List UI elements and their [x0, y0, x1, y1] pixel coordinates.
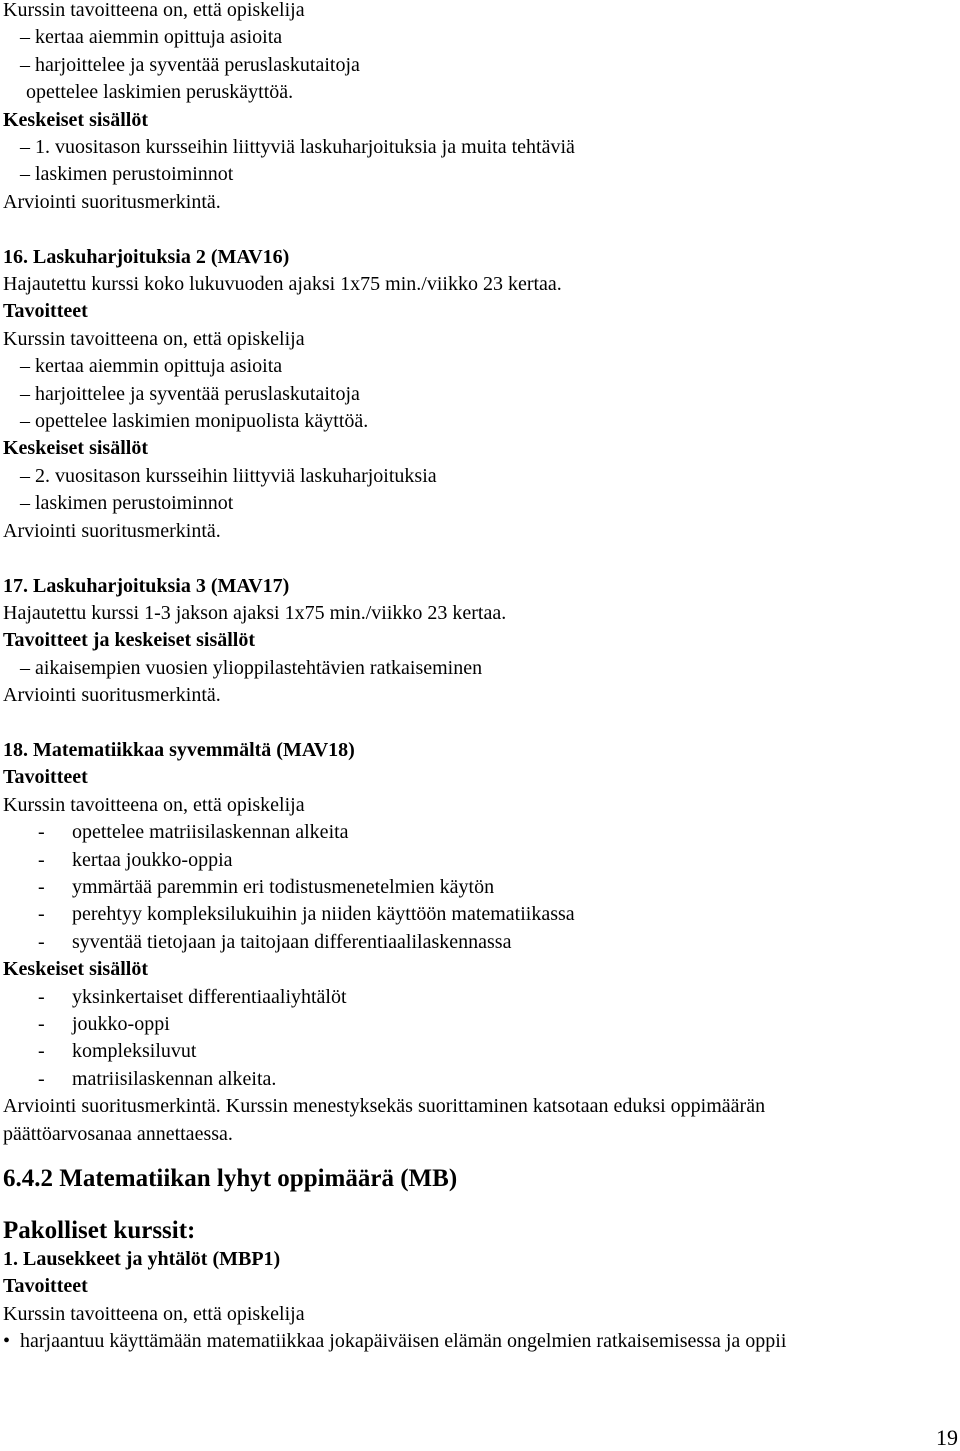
content-item — [3, 1066, 953, 1093]
content-text: matriisilaskennan alkeita. — [72, 1067, 277, 1090]
course-intro: Kurssin tavoitteena on, että opiskelija — [3, 793, 305, 816]
assessment-continued: päättöarvosanaa annettaessa. — [3, 1122, 233, 1145]
assessment: Arviointi suoritusmerkintä. — [3, 519, 221, 542]
content-item: – 2. vuositason kursseihin liittyviä laskuharjoituksia — [20, 464, 437, 487]
course-title: 1. Lausekkeet ja yhtälöt (MBP1) — [3, 1248, 281, 1271]
content-item — [3, 1038, 953, 1065]
section-subtitle: Pakolliset kurssit: — [3, 1217, 196, 1245]
course-intro: Kurssin tavoitteena on, että opiskelija — [3, 327, 305, 350]
contents-heading: Keskeiset sisällöt — [3, 958, 148, 981]
goal-text: harjaantuu käyttämään matematiikkaa jokapäiväisen elämän ongelmien ratkaisemisessa ja oppii — [20, 1330, 787, 1353]
course-schedule: Hajautettu kurssi koko lukuvuoden ajaksi 1x75 min./viikko 23 kertaa. — [3, 273, 562, 296]
bullet-marker: • — [3, 1330, 11, 1353]
dash-marker: - — [38, 903, 45, 926]
page-number: 19 — [936, 1425, 958, 1450]
goal-text: ymmärtää paremmin eri todistusmenetelmien käytön — [72, 875, 495, 898]
goals-contents-heading: Tavoitteet ja keskeiset sisällöt — [3, 629, 256, 652]
goal-text: perehtyy kompleksilukuihin ja niiden käyttöön matematiikassa — [72, 903, 575, 926]
goal-item — [3, 874, 953, 901]
goals-heading: Tavoitteet — [3, 1275, 88, 1298]
contents-heading: Keskeiset sisällöt — [3, 437, 148, 460]
course-title: 17. Laskuharjoituksia 3 (MAV17) — [3, 574, 290, 597]
goal-item — [3, 929, 953, 956]
dash-marker: - — [38, 875, 45, 898]
course-intro: Kurssin tavoitteena on, että opiskelija — [3, 1302, 305, 1325]
goal-item: – harjoittelee ja syventää peruslaskutaitoja — [20, 382, 360, 405]
content-item — [3, 1011, 953, 1038]
course-intro: Kurssin tavoitteena on, että opiskelija — [3, 0, 305, 21]
document-page — [3, 0, 953, 1356]
content-item: – aikaisempien vuosien ylioppilastehtävien ratkaiseminen — [20, 656, 483, 679]
content-item: – laskimen perustoiminnot — [20, 492, 234, 515]
content-item: – laskimen perustoiminnot — [20, 163, 234, 186]
content-item: – 1. vuositason kursseihin liittyviä laskuharjoituksia ja muita tehtäviä — [20, 136, 575, 159]
dash-marker: - — [38, 930, 45, 953]
dash-marker: - — [38, 848, 45, 871]
content-text: yksinkertaiset differentiaaliyhtälöt — [72, 985, 347, 1008]
goal-text: kertaa joukko-oppia — [72, 848, 233, 871]
dash-marker: - — [38, 1012, 45, 1035]
goal-item: – opettelee laskimien monipuolista käyttöä. — [20, 410, 369, 433]
course-title: 18. Matematiikkaa syvemmältä (MAV18) — [3, 738, 355, 761]
assessment: Arviointi suoritusmerkintä. — [3, 684, 221, 707]
course-title: 16. Laskuharjoituksia 2 (MAV16) — [3, 245, 290, 268]
goals-heading: Tavoitteet — [3, 300, 88, 323]
course-schedule: Hajautettu kurssi 1-3 jakson ajaksi 1x75 min./viikko 23 kertaa. — [3, 601, 507, 624]
dash-marker: - — [38, 821, 45, 844]
goal-item — [3, 1328, 953, 1355]
assessment: Arviointi suoritusmerkintä. — [3, 190, 221, 213]
dash-marker: - — [38, 1040, 45, 1063]
goal-item: – harjoittelee ja syventää peruslaskutaitoja — [20, 53, 360, 76]
content-text: joukko-oppi — [72, 1012, 170, 1035]
goal-text: opettelee matriisilaskennan alkeita — [72, 821, 349, 844]
goal-item — [3, 901, 953, 928]
content-item — [3, 984, 953, 1011]
goal-text: syventää tietojaan ja taitojaan differentiaalilaskennassa — [72, 930, 512, 953]
goal-item — [3, 819, 953, 846]
goals-heading: Tavoitteet — [3, 766, 88, 789]
dash-marker: - — [38, 985, 45, 1008]
goal-item — [3, 847, 953, 874]
goal-item: – kertaa aiemmin opittuja asioita — [20, 355, 283, 378]
goal-item: opettelee laskimien peruskäyttöä. — [26, 81, 294, 104]
dash-marker: - — [38, 1067, 45, 1090]
goal-item: – kertaa aiemmin opittuja asioita — [20, 26, 283, 49]
content-text: kompleksiluvut — [72, 1040, 197, 1063]
section-title: 6.4.2 Matematiikan lyhyt oppimäärä (MB) — [3, 1165, 458, 1193]
assessment: Arviointi suoritusmerkintä. Kurssin menestyksekäs suorittaminen katsotaan eduksi oppimäärän — [3, 1095, 766, 1118]
contents-heading: Keskeiset sisällöt — [3, 108, 148, 131]
